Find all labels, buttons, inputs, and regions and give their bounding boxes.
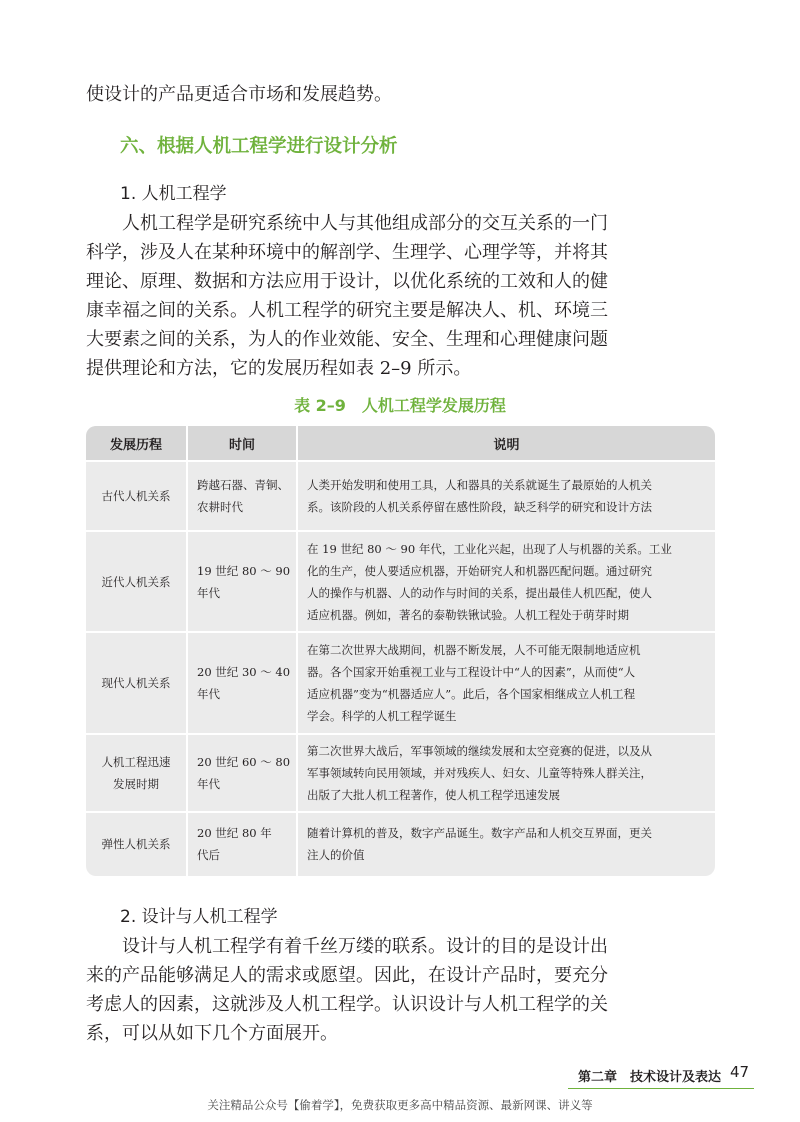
stage-cell: 弹性人机关系 xyxy=(86,812,187,876)
table-row xyxy=(86,531,715,632)
body-line: 设计与人机工程学有着千丝万缕的联系。设计的目的是设计出 xyxy=(122,936,608,957)
history-table-grid xyxy=(86,426,715,876)
body-line: 人机工程学是研究系统中人与其他组成部分的交互关系的一门 xyxy=(122,213,608,234)
body-line: 大要素之间的关系，为人的作业效能、安全、生理和心理健康问题 xyxy=(86,329,608,350)
table-row xyxy=(86,632,715,733)
table-header-row xyxy=(86,426,715,461)
watermark-text: 关注精品公众号【偷着学】，免费获取更多高中精品资源、最新网课、讲义等 xyxy=(207,1098,593,1112)
footer-divider xyxy=(568,1088,754,1089)
description-cell: 在第二次世界大战期间，机器不断发展，人不可能无限制地适应机 器。各个国家开始重视工业与工程设计中“人的因素”，从而使“人 适应机器”变为“机器适应人”。此后，各个国家相继成立人机工程 学会。科学的人机工程学诞生 xyxy=(297,632,715,733)
page-number: 47 xyxy=(730,1063,750,1081)
table-row xyxy=(86,812,715,876)
body-line: 理论、原理、数据和方法应用于设计，以优化系统的工效和人的健 xyxy=(86,271,608,292)
header-time: 时间 xyxy=(187,426,297,461)
body-line: 来的产品能够满足人的需求或愿望。因此，在设计产品时，要充分 xyxy=(86,965,608,986)
body-line: 系，可以从如下几个方面展开。 xyxy=(86,1023,338,1044)
stage-cell: 古代人机关系 xyxy=(86,461,187,531)
time-cell: 跨越石器、青铜、 农耕时代 xyxy=(187,461,297,531)
description-cell: 在 19 世纪 80 ～ 90 年代，工业化兴起，出现了人与机器的关系。工业 化的生产，使人要适应机器，开始研究人和机器匹配问题。通过研究 人的操作与机器、人的动作与时间的关系，提出最佳人机匹配，使人 适应机器。例如，著名的泰勒铁锹试验。人机工程处于萌芽时期 xyxy=(297,531,715,632)
footer-chapter-title: 第二章 技术设计及表达 xyxy=(578,1070,722,1085)
header-stage: 发展历程 xyxy=(86,426,187,461)
description-cell: 第二次世界大战后，军事领域的继续发展和太空竞赛的促进，以及从 军事领域转向民用领域，并对残疾人、妇女、儿童等特殊人群关注， 出版了大批人机工程著作，使人机工程学迅速发展 xyxy=(297,734,715,812)
table-caption: 表 2–9 人机工程学发展历程 xyxy=(294,396,506,415)
table-row xyxy=(86,461,715,531)
stage-cell: 现代人机关系 xyxy=(86,632,187,733)
body-line: 提供理论和方法，它的发展历程如表 2–9 所示。 xyxy=(86,358,472,379)
header-description: 说明 xyxy=(297,426,715,461)
body-line: 科学，涉及人在某种环境中的解剖学、生理学、心理学等，并将其 xyxy=(86,242,608,263)
time-cell: 19 世纪 80 ～ 90 年代 xyxy=(187,531,297,632)
stage-cell: 近代人机关系 xyxy=(86,531,187,632)
subsection-2-heading: 2. 设计与人机工程学 xyxy=(120,907,278,927)
stage-cell: 人机工程迅速 发展时期 xyxy=(86,734,187,812)
body-line: 康幸福之间的关系。人机工程学的研究主要是解决人、机、环境三 xyxy=(86,300,608,321)
section-heading: 六、根据人机工程学进行设计分析 xyxy=(120,136,398,157)
body-line: 考虑人的因素，这就涉及人机工程学。认识设计与人机工程学的关 xyxy=(86,994,608,1015)
description-cell: 人类开始发明和使用工具，人和器具的关系就诞生了最原始的人机关 系。该阶段的人机关系停留在感性阶段，缺乏科学的研究和设计方法 xyxy=(297,461,715,531)
subsection-1-body xyxy=(86,209,714,383)
table-row xyxy=(86,734,715,812)
time-cell: 20 世纪 60 ～ 80 年代 xyxy=(187,734,297,812)
subsection-1-heading: 1. 人机工程学 xyxy=(120,184,227,204)
time-cell: 20 世纪 80 年 代后 xyxy=(187,812,297,876)
description-cell: 随着计算机的普及，数字产品诞生。数字产品和人机交互界面，更关 注人的价值 xyxy=(307,826,652,863)
subsection-2-body xyxy=(86,932,714,1048)
time-cell: 20 世纪 30 ～ 40 年代 xyxy=(187,632,297,733)
intro-line: 使设计的产品更适合市场和发展趋势。 xyxy=(86,84,392,105)
history-table xyxy=(86,426,715,876)
